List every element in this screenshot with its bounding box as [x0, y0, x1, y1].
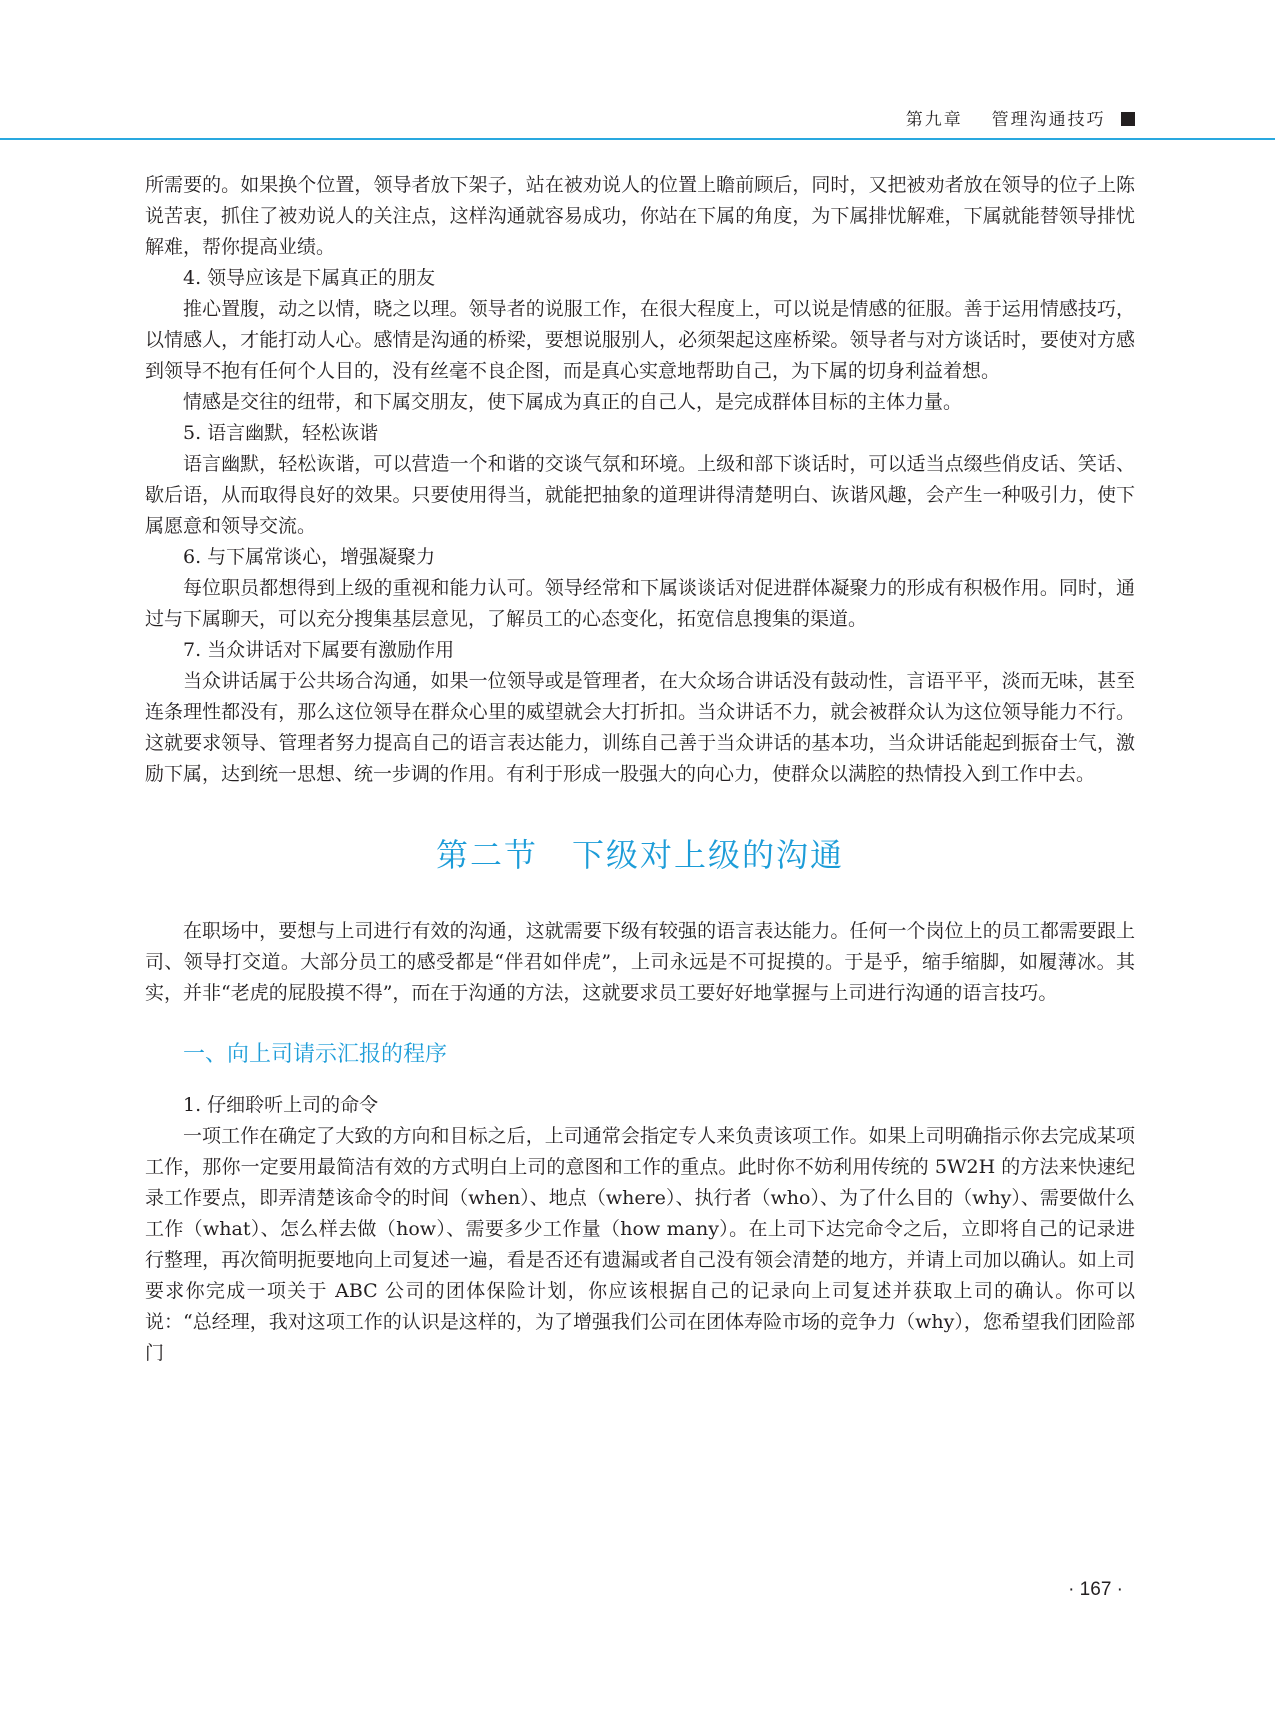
- header-text: [906, 105, 1135, 130]
- item-heading: 6. 与下属常谈心，增强凝聚力: [183, 546, 436, 568]
- header-divider: [0, 138, 1275, 140]
- paragraph: 一项工作在确定了大致的方向和目标之后，上司通常会指定专人来负责该项工作。如果上司明确指示你去完成某项工作，那你一定要用最简洁有效的方式明白上司的意图和工作的重点。此时你不妨利用传统的 5W2H 的方法来快速纪录工作要点，即弄清楚该命令的时间（when）、地点（where）、执行者（who）、为了什么目的（why）、需要做什么工作（what）、怎么样去做（how）、需要多少工作量（how many）。在上司下达完命令之后，立即将自己的记录进行整理，再次简明扼要地向上司复述一遍，看是否还有遗漏或者自己没有领会清楚的地方，并请上司加以确认。如上司要求你完成一项关于 ABC 公司的团体保险计划，你应该根据自己的记录向上司复述并获取上司的确认。你可以说：“总经理，我对这项工作的认识是这样的，为了增强我们公司在团体寿险市场的竞争力（why），您希望我们团险部门: [145, 1125, 1135, 1364]
- running-header: [0, 105, 1275, 141]
- paragraph: 情感是交往的纽带，和下属交朋友，使下属成为真正的自己人，是完成群体目标的主体力量。: [183, 391, 963, 413]
- intro-paragraph: 所需要的。如果换个位置，领导者放下架子，站在被劝说人的位置上瞻前顾后，同时，又把被劝者放在领导的位子上陈说苦衷，抓住了被劝说人的关注点，这样沟通就容易成功，你站在下属的角度，为下属排忧解难，下属就能替领导排忧解难，帮你提高业绩。: [145, 174, 1135, 258]
- paragraph: 每位职员都想得到上级的重视和能力认可。领导经常和下属谈谈话对促进群体凝聚力的形成有积极作用。同时，通过与下属聊天，可以充分搜集基层意见，了解员工的心态变化，拓宽信息搜集的渠道。: [145, 577, 1135, 630]
- section-title: 第二节 下级对上级的沟通: [435, 836, 844, 874]
- page-body: [145, 170, 1135, 1369]
- item-heading: 7. 当众讲话对下属要有激励作用: [183, 639, 455, 661]
- paragraph: 当众讲话属于公共场合沟通，如果一位领导或是管理者，在大众场合讲话没有鼓动性，言语平平，淡而无味，甚至连条理性都没有，那么这位领导在群众心里的威望就会大打折扣。当众讲话不力，就会被群众认为这位领导能力不行。这就要求领导、管理者努力提高自己的语言表达能力，训练自己善于当众讲话的基本功，当众讲话能起到振奋士气，激励下属，达到统一思想、统一步调的作用。有利于形成一股强大的向心力，使群众以满腔的热情投入到工作中去。: [145, 670, 1135, 785]
- subsection-title: 一、向上司请示汇报的程序: [183, 1042, 448, 1067]
- header-square-icon: [1121, 112, 1135, 126]
- item-heading: 4. 领导应该是下属真正的朋友: [183, 267, 436, 289]
- header-chapter-title: 管理沟通技巧: [991, 110, 1106, 130]
- page-number: · 167 ·: [1068, 1579, 1123, 1600]
- item-heading: 1. 仔细聆听上司的命令: [183, 1094, 379, 1116]
- section-intro-paragraph: 在职场中，要想与上司进行有效的沟通，这就需要下级有较强的语言表达能力。任何一个岗位上的员工都需要跟上司、领导打交道。大部分员工的感受都是“伴君如伴虎”，上司永远是不可捉摸的。于是乎，缩手缩脚，如履薄冰。其实，并非“老虎的屁股摸不得”，而在于沟通的方法，这就要求员工要好好地掌握与上司进行沟通的语言技巧。: [145, 920, 1135, 1004]
- item-heading: 5. 语言幽默，轻松诙谐: [183, 422, 379, 444]
- paragraph: 语言幽默，轻松诙谐，可以营造一个和谐的交谈气氛和环境。上级和部下谈话时，可以适当点缀些俏皮话、笑话、歇后语，从而取得良好的效果。只要使用得当，就能把抽象的道理讲得清楚明白、诙谐风趣，会产生一种吸引力，使下属愿意和领导交流。: [145, 453, 1135, 537]
- paragraph: 推心置腹，动之以情，晓之以理。领导者的说服工作，在很大程度上，可以说是情感的征服。善于运用情感技巧，以情感人，才能打动人心。感情是沟通的桥梁，要想说服别人，必须架起这座桥梁。领导者与对方谈话时，要使对方感到领导不抱有任何个人目的，没有丝毫不良企图，而是真心实意地帮助自己，为下属的切身利益着想。: [145, 298, 1135, 382]
- header-chapter: 第九章: [905, 110, 963, 130]
